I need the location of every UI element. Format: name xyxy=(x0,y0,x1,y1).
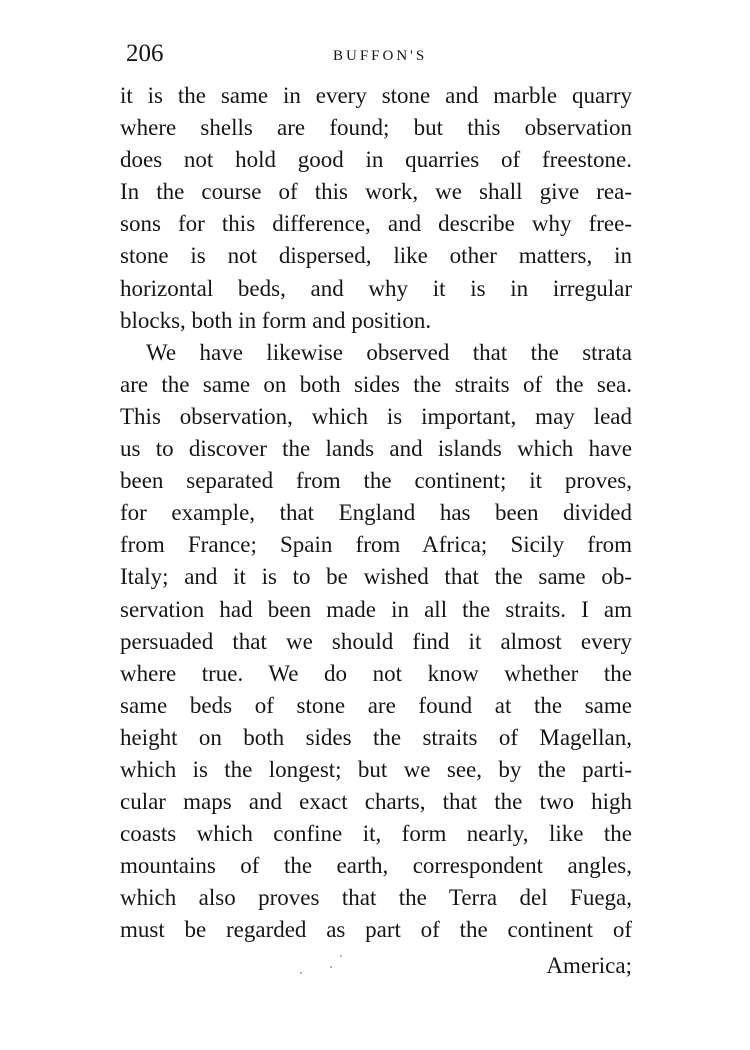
text-line: from France; Spain from Africa; Sicily from xyxy=(120,532,632,558)
text-line: persuaded that we should find it almost every xyxy=(120,628,632,654)
catchword: America; xyxy=(546,953,632,978)
body-text xyxy=(120,80,632,947)
ink-speck xyxy=(340,955,342,957)
text-line: This observation, which is important, may lead xyxy=(120,403,632,429)
text-line: We have likewise observed that the strata xyxy=(146,339,632,365)
text-line: Italy; and it is to be wished that the same ob- xyxy=(120,564,632,590)
text-line: blocks, both in form and position. xyxy=(120,307,432,333)
running-head: BUFFON'S xyxy=(333,48,428,64)
ink-speck xyxy=(330,966,332,968)
text-line: us to discover the lands and islands which have xyxy=(120,436,632,462)
text-line: been separated from the continent; it proves, xyxy=(120,468,632,494)
text-line: In the course of this work, we shall give rea- xyxy=(120,179,632,205)
text-line: does not hold good in quarries of freestone. xyxy=(120,147,632,173)
text-line: same beds of stone are found at the same xyxy=(120,692,632,718)
text-line: which also proves that the Terra del Fuega, xyxy=(120,885,632,911)
page-number: 206 xyxy=(126,40,164,67)
text-line: horizontal beds, and why it is in irregular xyxy=(120,275,632,301)
text-line: where true. We do not know whether the xyxy=(120,660,632,686)
text-line: servation had been made in all the straits. I am xyxy=(120,596,632,622)
text-line: coasts which confine it, form nearly, like the xyxy=(120,821,632,847)
text-line: mountains of the earth, correspondent angles, xyxy=(120,853,632,879)
text-line: sons for this difference, and describe why free- xyxy=(120,211,632,237)
text-line: where shells are found; but this observation xyxy=(120,115,632,141)
text-line: it is the same in every stone and marble quarry xyxy=(120,83,632,108)
text-line: cular maps and exact charts, that the two high xyxy=(120,789,632,815)
ink-speck xyxy=(300,972,302,974)
text-line: are the same on both sides the straits of the sea. xyxy=(120,371,632,397)
text-line: must be regarded as part of the continent of xyxy=(120,917,632,943)
text-line: height on both sides the straits of Magellan, xyxy=(120,724,632,750)
page-header xyxy=(126,36,636,72)
text-line: stone is not dispersed, like other matters, in xyxy=(120,243,632,269)
text-line: for example, that England has been divided xyxy=(120,500,632,526)
text-line: which is the longest; but we see, by the parti- xyxy=(120,756,632,782)
